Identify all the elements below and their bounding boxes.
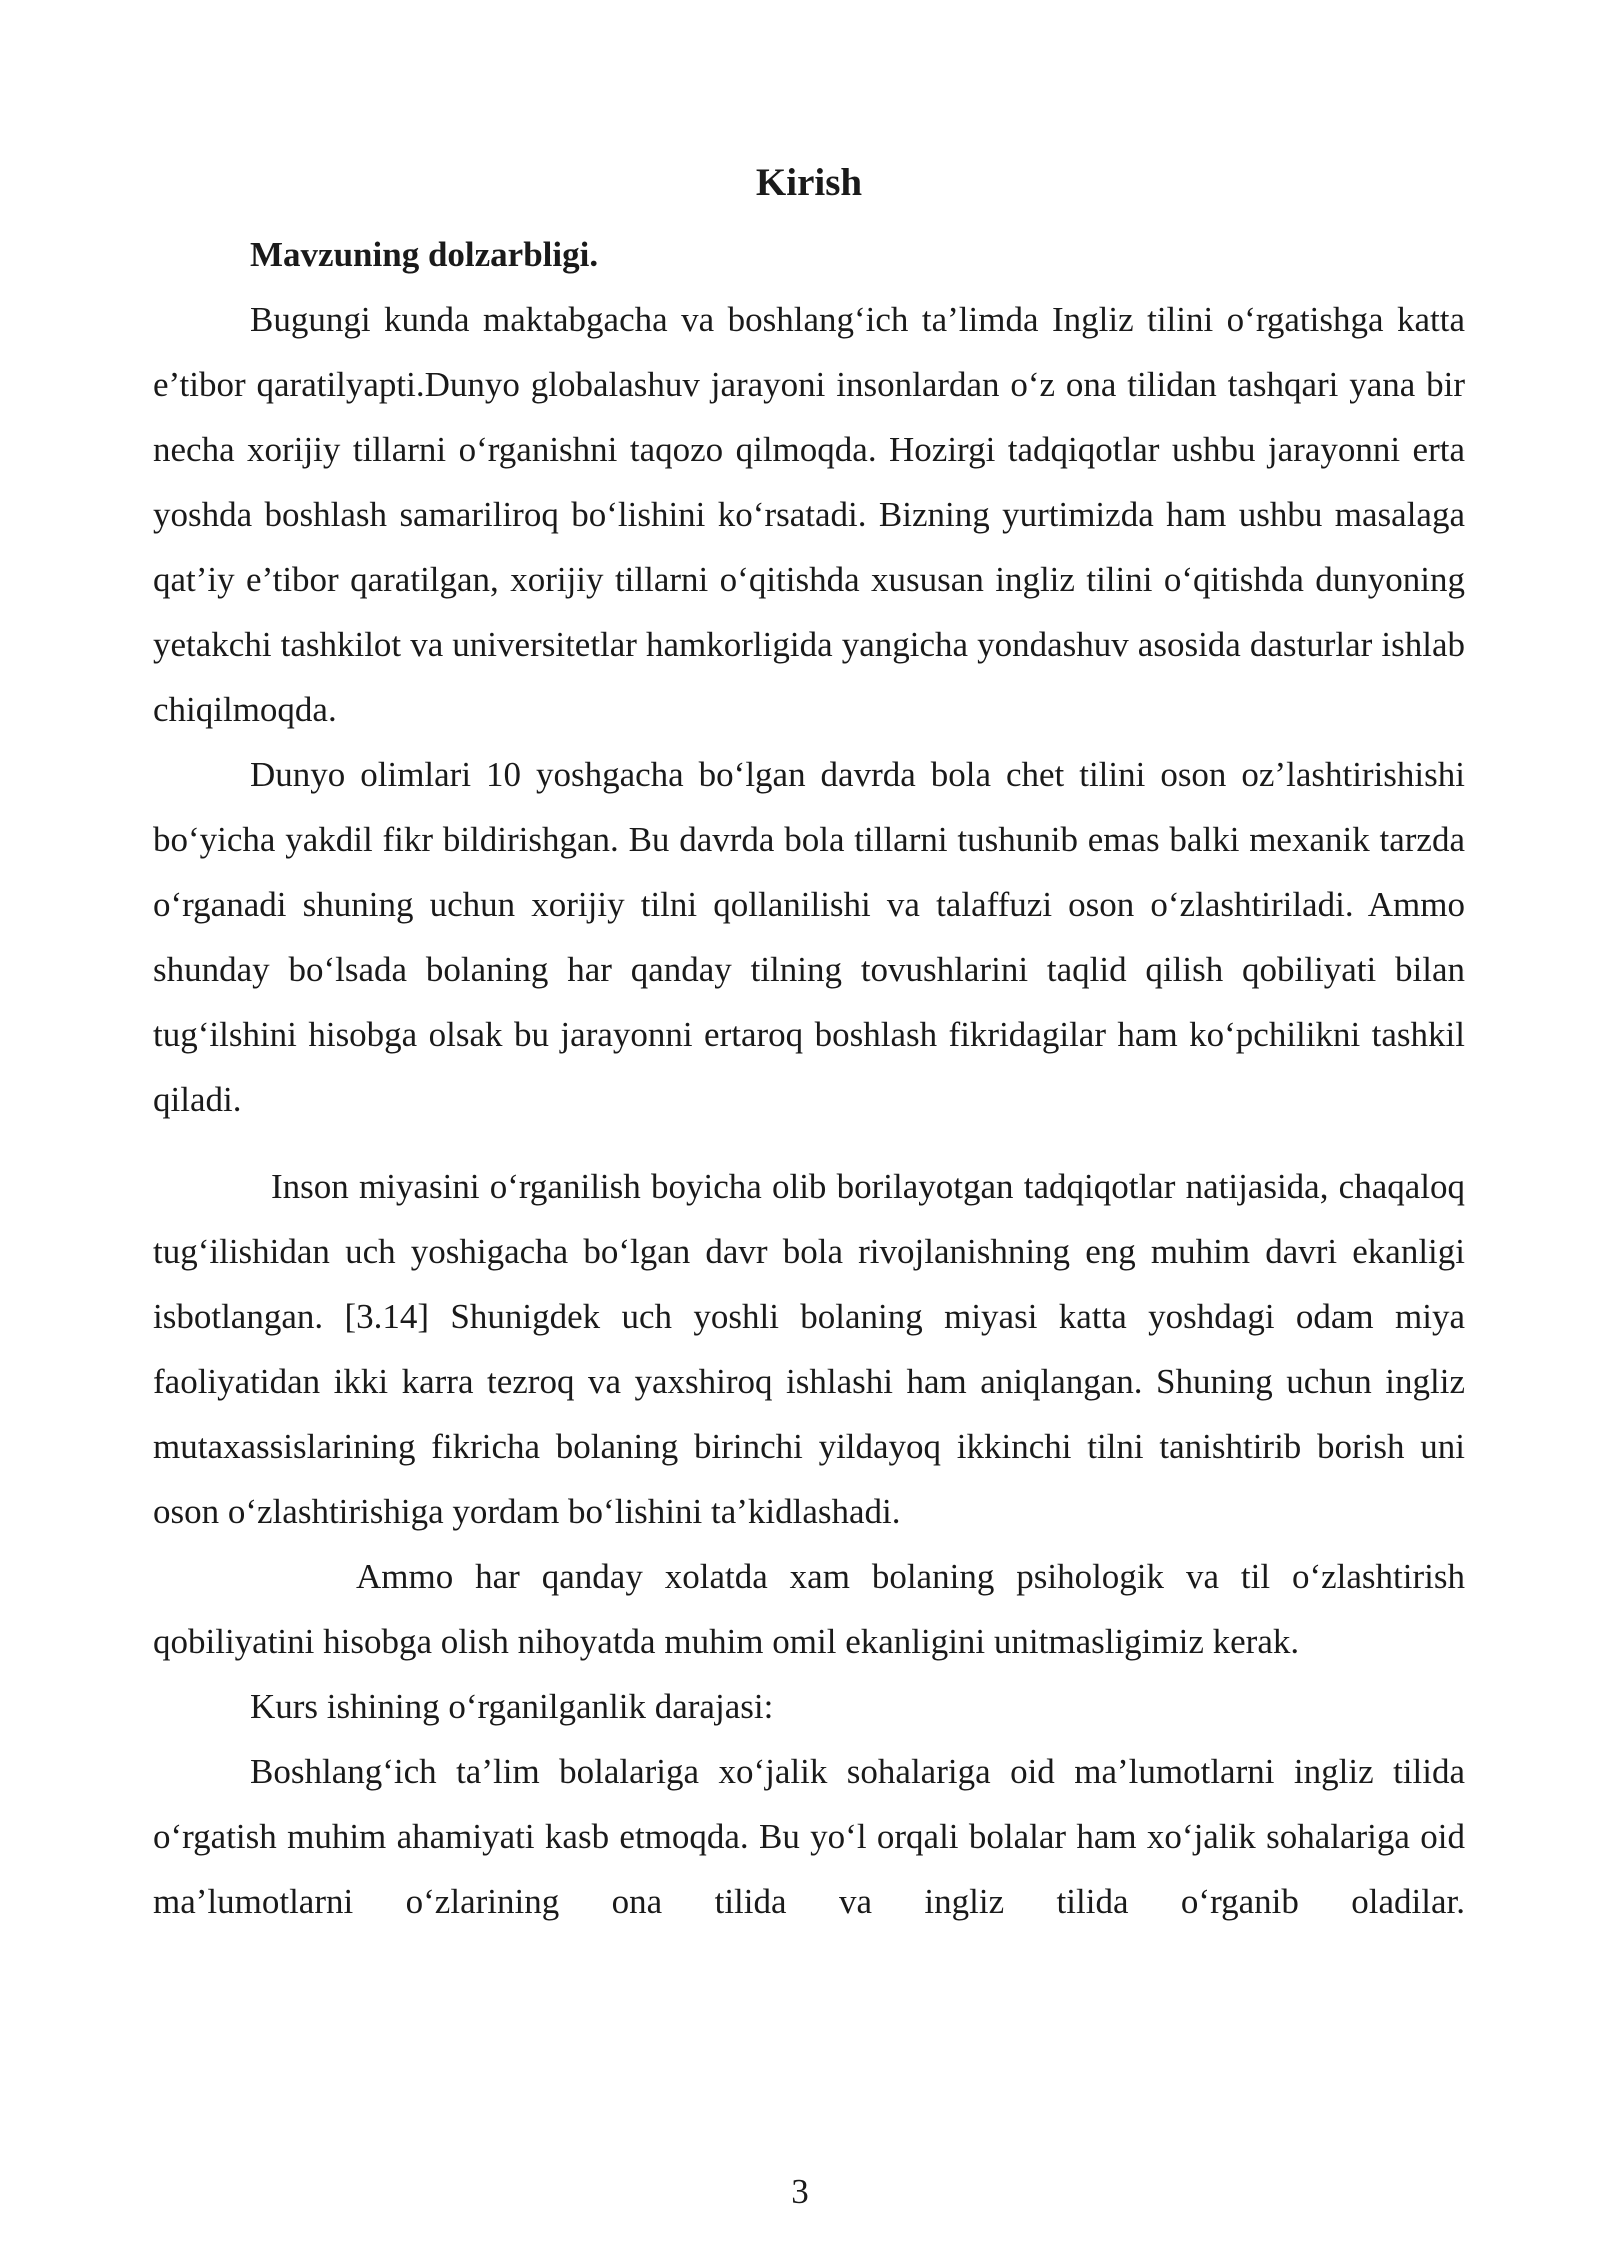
page-number: 3 [791,2172,809,2211]
section-heading: Mavzuning dolzarbligi. [250,235,599,274]
paragraph-6: Boshlang‘ich ta’lim bolalariga xo‘jalik sohalariga oid ma’lumotlarni ingliz tilida o‘rgatish muhim ahamiyati kasb etmoqda. Bu yo‘l orqali bolalar ham xo‘jalik sohalariga oid ma’lumotlarni o‘zlarining ona tilida va ingliz tilida o‘rganib oladilar. [153,1752,1465,1921]
page-title: Kirish [755,161,863,204]
document-page [153,160,1465,1934]
paragraph-5: Kurs ishining o‘rganilganlik darajasi: [250,1687,774,1726]
paragraph-1: Bugungi kunda maktabgacha va boshlang‘ich ta’limda Ingliz tilini o‘rgatishga katta e’tibor qaratilyapti.Dunyo globalashuv jarayoni insonlardan o‘z ona tilidan tashqari yana bir necha xorijiy tillarni o‘rganishni taqozo qilmoqda. Hozirgi tadqiqotlar ushbu jarayonni erta yoshda boshlash samariliroq bo‘lishini ko‘rsatadi. Bizning yurtimizda ham ushbu masalaga qat’iy e’tibor qaratilgan, xorijiy tillarni o‘qitishda xususan ingliz tilini o‘qitishda dunyoning yetakchi tashkilot va universitetlar hamkorligida yangicha yondashuv asosida dasturlar ishlab chiqilmoqda. [153,300,1465,729]
paragraph-3: Inson miyasini o‘rganilish boyicha olib borilayotgan tadqiqotlar natijasida, chaqaloq tug‘ilishidan uch yoshigacha bo‘lgan davr bola rivojlanishning eng muhim davri ekanligi isbotlangan. [3.14] Shunigdek uch yoshli bolaning miyasi katta yoshdagi odam miya faoliyatidan ikki karra tezroq va yaxshiroq ishlashi ham aniqlangan. Shuning uchun ingliz mutaxassislarining fikricha bolaning birinchi yildayoq ikkinchi tilni tanishtirib borish uni oson o‘zlashtirishiga yordam bo‘lishini ta’kidlashadi. [153,1167,1465,1531]
paragraph-4: Ammo har qanday xolatda xam bolaning psihologik va til o‘zlashtirish qobiliyatini hisobga olish nihoyatda muhim omil ekanligini unitmasligimiz kerak. [153,1557,1465,1661]
paragraph-2: Dunyo olimlari 10 yoshgacha bo‘lgan davrda bola chet tilini oson oz’lashtirishishi bo‘yicha yakdil fikr bildirishgan. Bu davrda bola tillarni tushunib emas balki mexanik tarzda o‘rganadi shuning uchun xorijiy tilni qollanilishi va talaffuzi oson o‘zlashtiriladi. Ammo shunday bo‘lsada bolaning har qanday tilning tovushlarini taqlid qilish qobiliyati bilan tug‘ilshini hisobga olsak bu jarayonni ertaroq boshlash fikridagilar ham ko‘pchilikni tashkil qiladi. [153,755,1465,1119]
